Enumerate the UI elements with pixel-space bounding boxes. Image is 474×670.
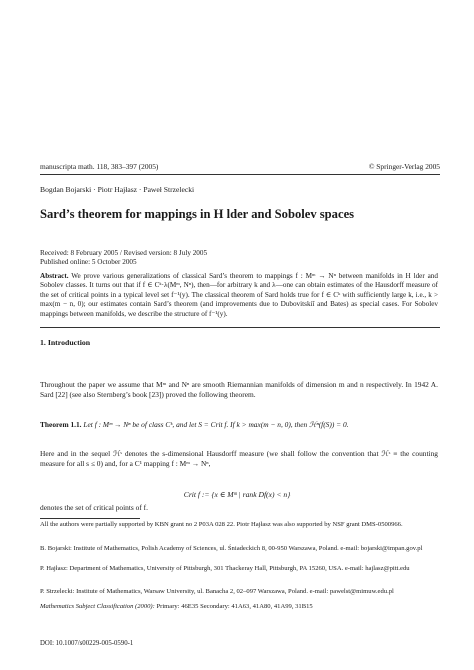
received-date: Received: 8 February 2005 / Revised version: 8 July 2005: [40, 249, 208, 257]
body-paragraph-2: Here and in the sequel ℋˢ denotes the s-dimensional Hausdorff measure (we shall follow the convention that ℋˢ ≡ the counting measure for all s ≤ 0) and, for a C¹ mapping f : Mᵐ → Nⁿ,: [40, 449, 438, 468]
abstract: [40, 272, 438, 319]
footnote-support: All the authors were partially supported by KBN grant no 2 P03A 028 22. Piotr Hajłasz was also supported by NSF grant DMS-0500966.: [40, 521, 403, 528]
abstract-text: We prove various generalizations of classical Sard’s theorem to mappings f : Mᵐ → Nⁿ between manifolds in H lder and Sobolev classes. It turns out that if f ∈ Cᵏ·λ(Mᵐ, Nⁿ), then—for arbitrary k and λ—one can obtain estimates of the Hausdorff measure of the set of critical points in a typical level set f⁻¹(y). The classical theorem of Sard holds true for f ∈ Cᵏ with sufficiently large k, i.e., k > max(m − n, 0); our estimates contain Sard’s theorem (and improvements due to Dubovitskiĭ and Bates) as special cases. For Sobolev mappings between manifolds, we describe the structure of f⁻¹(y).: [40, 272, 438, 318]
footnote-rule: [40, 518, 140, 519]
theorem: [40, 420, 438, 430]
header-rule: [40, 174, 440, 175]
abstract-rule: [40, 327, 440, 328]
section-heading: [40, 338, 440, 347]
msc-label: Mathematics Subject Classification (2000):: [40, 603, 155, 610]
footnote-strzelecki: P. Strzelecki: Institute of Mathematics, Warsaw University, ul. Banacha 2, 02–097 Warszawa, Poland. e-mail: pawelst@mimuw.edu.pl: [40, 588, 394, 595]
journal-citation: manuscripta math. 118, 383–397 (2005): [40, 162, 159, 171]
footnote-bojarski: B. Bojarski: Institute of Mathematics, Polish Academy of Sciences, ul. Śniadeckich 8, 00-950 Warszawa, Poland. e-mail: bojarski@impan.gov.pl: [40, 545, 423, 552]
theorem-label: Theorem 1.1.: [40, 420, 82, 429]
intro-paragraph: Throughout the paper we assume that Mᵐ and Nⁿ are smooth Riemannian manifolds of dimension m and n respectively. In 1942 A. Sard [22] (see also Sternberg’s book [23]) proved the following theorem.: [40, 380, 438, 399]
section-title: Introduction: [47, 338, 91, 347]
publication-dates: [40, 249, 440, 267]
footnote-msc: [40, 603, 438, 612]
running-header: [40, 162, 440, 173]
abstract-label: Abstract.: [40, 272, 69, 280]
copyright-notice: © Springer-Verlag 2005: [368, 162, 440, 171]
paper-title: Sard’s theorem for mappings in H lder and Sobolev spaces: [40, 207, 355, 221]
theorem-statement: Let f : Mᵐ → Nⁿ be of class Cᵏ, and let S = Crit f. If k > max(m − n, 0), then ℋⁿ(f(S)) = 0.: [83, 420, 349, 429]
body-paragraph-3: denotes the set of critical points of f.: [40, 503, 148, 512]
crit-formula: Crit f := {x ∈ Mᵐ | rank Df(x) < n}: [183, 490, 291, 499]
author-list: Bogdan Bojarski · Piotr Hajłasz · Paweł Strzelecki: [40, 185, 195, 194]
footnote-hajlasz: P. Hajłasz: Department of Mathematics, University of Pittsburgh, 301 Thackeray Hall, Pittsburgh, PA 15260, USA. e-mail: hajlasz@pitt.edu: [40, 565, 410, 572]
published-date: Published online: 5 October 2005: [40, 258, 137, 267]
doi: DOI: 10.1007/s00229-005-0590-1: [40, 640, 134, 647]
section-number: 1.: [40, 338, 46, 347]
msc-codes: Primary: 46E35 Secondary: 41A63, 41A80, 41A99, 31B15: [156, 603, 313, 610]
